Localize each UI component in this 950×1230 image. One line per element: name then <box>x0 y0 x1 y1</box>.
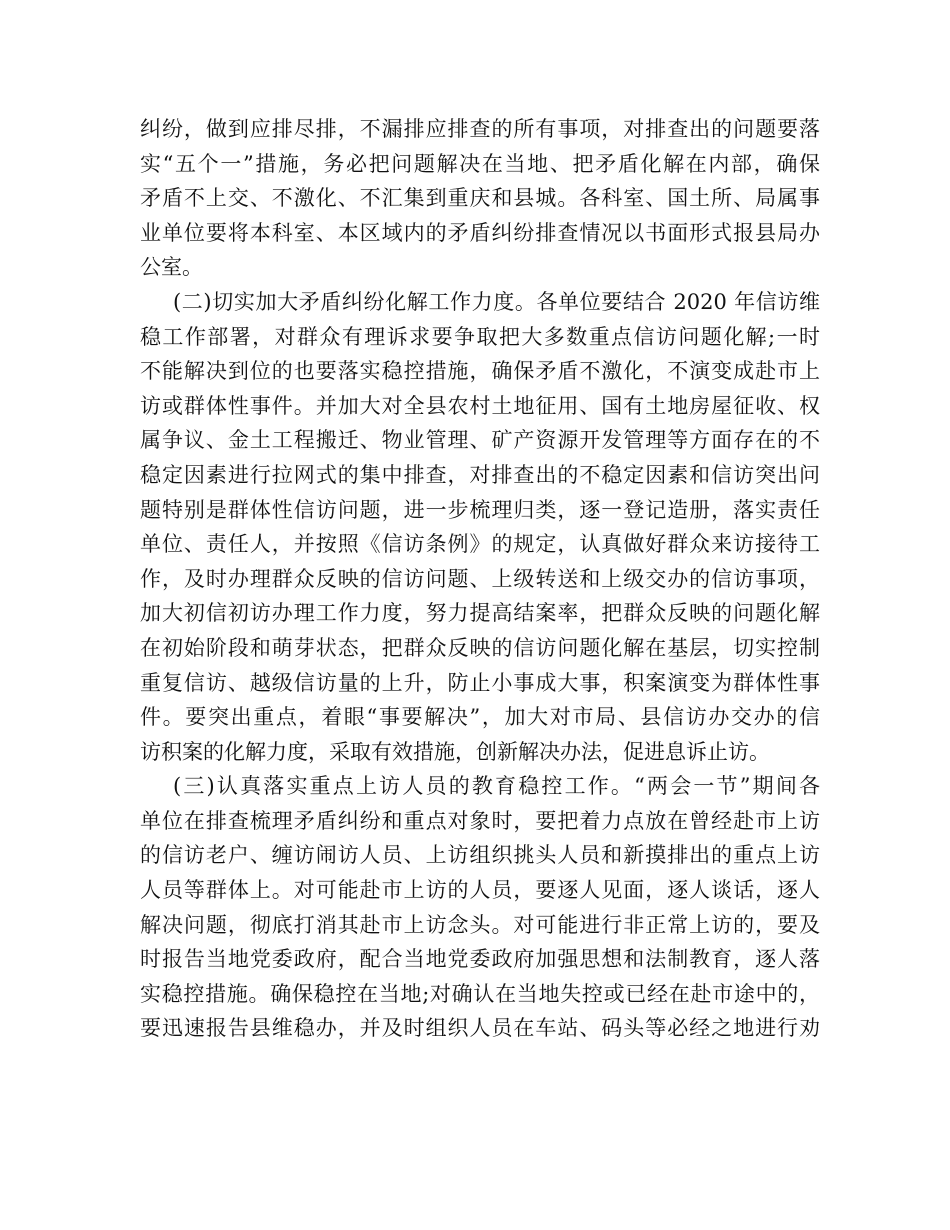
paragraph-line: 稳工作部署，对群众有理诉求要争取把大多数重点信访问题化解;一时 <box>140 324 820 349</box>
paragraph-line: 在初始阶段和萌芽状态，把群众反映的信访问题化解在基层，切实控制 <box>140 635 820 660</box>
paragraph-line: 作，及时办理群众反映的信访问题、上级转送和上级交办的信访事项， <box>140 566 820 591</box>
paragraph-line: 稳定因素进行拉网式的集中排查，对排查出的不稳定因素和信访突出问 <box>140 462 820 487</box>
paragraph-line: 业单位要将本科室、本区域内的矛盾纠纷排查情况以书面形式报县局办 <box>140 220 820 245</box>
paragraph-line: 矛盾不上交、不激化、不汇集到重庆和县城。各科室、国土所、局属事 <box>140 186 820 211</box>
paragraph-line: 件。要突出重点，着眼“事要解决”，加大对市局、县信访办交办的信 <box>140 705 820 730</box>
paragraph-line: 题特别是群体性信访问题，进一步梳理归类，逐一登记造册，落实责任 <box>140 497 820 522</box>
paragraph-heading-line: (二)切实加大矛盾纠纷化解工作力度。各单位要结合 2020 年信访维 <box>173 289 820 314</box>
paragraph-line: 实“五个一”措施，务必把问题解决在当地、把矛盾化解在内部，确保 <box>140 151 820 176</box>
paragraph-line: 公室。 <box>140 255 203 280</box>
paragraph-line: 的信访老户、缠访闹访人员、上访组织挑头人员和新摸排出的重点上访 <box>140 843 820 868</box>
paragraph-line: 要迅速报告县维稳办，并及时组织人员在车站、码头等必经之地进行劝 <box>140 1016 820 1041</box>
paragraph-line: 重复信访、越级信访量的上升，防止小事成大事，积案演变为群体性事 <box>140 670 820 695</box>
paragraph-line: 时报告当地党委政府，配合当地党委政府加强思想和法制教育，逐人落 <box>140 947 820 972</box>
paragraph-line: 人员等群体上。对可能赴市上访的人员，要逐人见面，逐人谈话，逐人 <box>140 878 820 903</box>
document-body <box>140 112 820 1046</box>
paragraph-heading-line: (三)认真落实重点上访人员的教育稳控工作。“两会一节”期间各 <box>173 774 820 799</box>
paragraph-line: 属争议、金土工程搬迁、物业管理、矿产资源开发管理等方面存在的不 <box>140 428 820 453</box>
paragraph-line: 单位在排查梳理矛盾纠纷和重点对象时，要把着力点放在曾经赴市上访 <box>140 808 820 833</box>
paragraph-line: 解决问题，彻底打消其赴市上访念头。对可能进行非正常上访的，要及 <box>140 912 820 937</box>
paragraph-line: 访或群体性事件。并加大对全县农村土地征用、国有土地房屋征收、权 <box>140 393 820 418</box>
paragraph-line: 实稳控措施。确保稳控在当地;对确认在当地失控或已经在赴市途中的， <box>140 981 820 1006</box>
paragraph-line: 访积案的化解力度，采取有效措施，创新解决办法，促进息诉止访。 <box>140 739 770 764</box>
paragraph-line: 不能解决到位的也要落实稳控措施，确保矛盾不激化，不演变成赴市上 <box>140 359 820 384</box>
paragraph-line: 加大初信初访办理工作力度，努力提高结案率，把群众反映的问题化解 <box>140 601 820 626</box>
paragraph-line: 单位、责任人，并按照《信访条例》的规定，认真做好群众来访接待工 <box>140 532 820 557</box>
paragraph-line: 纠纷，做到应排尽排，不漏排应排查的所有事项，对排查出的问题要落 <box>140 117 820 141</box>
